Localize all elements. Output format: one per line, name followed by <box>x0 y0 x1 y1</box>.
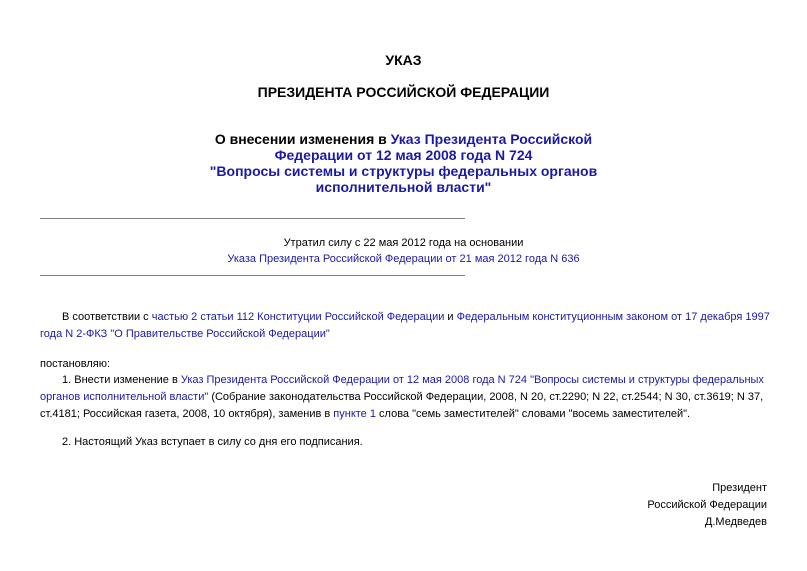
constitution-link[interactable]: частью 2 статьи 112 Конституции Российской Федерации <box>151 311 445 323</box>
decree-word: постановляю: <box>40 358 111 370</box>
signature-line-1: Президент <box>712 482 767 494</box>
signature-name: Д.Медведев <box>704 516 767 528</box>
item-1-paragraph <box>40 372 768 423</box>
preamble-text-1: В соответствии с <box>62 311 152 323</box>
item1-text-3: ст.4181; Российская газета, 2008, 10 октября), заменив в <box>40 408 334 420</box>
divider-bottom <box>40 275 465 276</box>
status-link[interactable]: Указа Президента Российской Федерации от 21 мая 2012 года N 636 <box>227 253 580 265</box>
item1-text-4: слова "семь заместителей" словами "восемь заместителей". <box>375 408 691 420</box>
preamble-paragraph <box>40 309 768 343</box>
ukaz-724-link-cont[interactable]: органов исполнительной власти" <box>40 391 209 403</box>
preamble-text-2: и <box>444 311 457 323</box>
heading-link-line4[interactable]: исполнительной власти" <box>315 179 492 195</box>
federal-law-link-cont[interactable]: года N 2-ФКЗ "О Правительстве Российской Федерации" <box>40 328 330 340</box>
item-2-paragraph: 2. Настоящий Указ вступает в силу со дня его подписания. <box>62 436 363 448</box>
heading-link-line1[interactable]: Указ Президента Российской <box>390 131 593 147</box>
ukaz-724-link[interactable]: Указ Президента Российской Федерации от 12 мая 2008 года N 724 "Вопросы системы и структуры федеральных <box>180 374 764 386</box>
status-line: Утратил силу с 22 мая 2012 года на основании <box>283 237 524 249</box>
signature-block <box>647 480 767 531</box>
heading-link-line2[interactable]: Федерации от 12 мая 2008 года N 724 <box>274 147 533 163</box>
punkt-1-link[interactable]: пункте 1 <box>333 408 376 420</box>
item1-text-1: 1. Внести изменение в <box>62 374 181 386</box>
document-heading <box>0 131 807 195</box>
decree-subtitle: ПРЕЗИДЕНТА РОССИЙСКОЙ ФЕДЕРАЦИИ <box>257 84 550 100</box>
federal-law-link[interactable]: Федеральным конституционным законом от 17 декабря 1997 <box>456 311 770 323</box>
divider-top <box>40 218 465 219</box>
heading-link-line3[interactable]: "Вопросы системы и структуры федеральных органов <box>209 163 598 179</box>
heading-prefix: О внесении изменения в <box>214 131 391 147</box>
signature-line-2: Российской Федерации <box>647 499 767 511</box>
item1-text-2: (Собрание законодательства Российской Федерации, 2008, N 20, ст.2290; N 22, ст.2544; N 30, ст.3619; N 37, <box>208 391 764 403</box>
decree-title: УКАЗ <box>385 52 422 68</box>
